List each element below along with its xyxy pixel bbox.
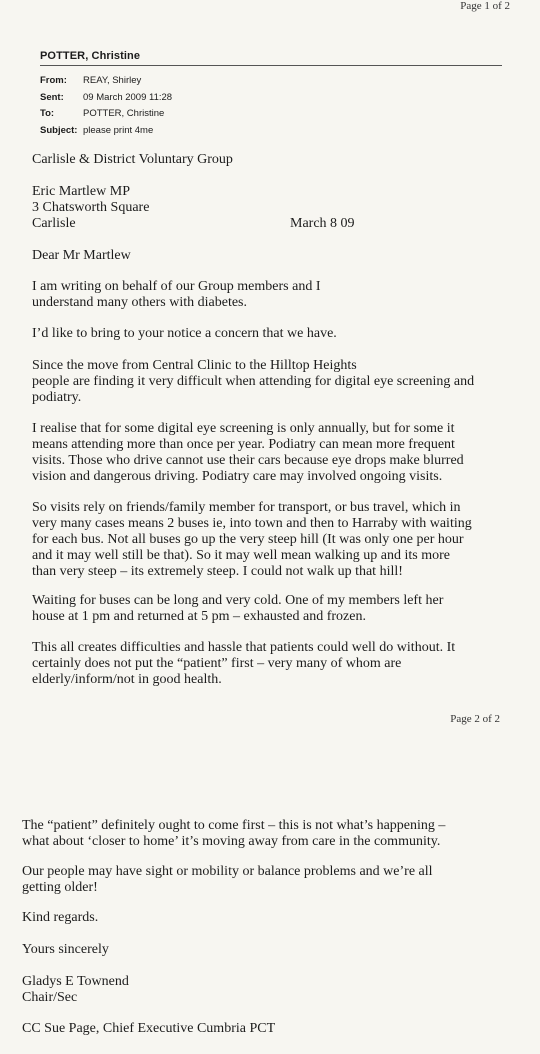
paragraph-3 (32, 358, 512, 406)
paragraph-line: understand many others with diabetes. (32, 295, 248, 310)
paragraph-1 (32, 279, 512, 311)
signature-block (22, 974, 522, 1006)
email-meta (40, 73, 502, 139)
paragraph-line: certainly does not put the “patient” first – very many of whom are (32, 656, 402, 671)
from-value: REAY, Shirley (83, 75, 142, 86)
paragraph-line: getting older! (22, 880, 98, 895)
paragraph-line: The “patient” definitely ought to come first – this is not what’s happening – (22, 818, 446, 833)
city-date-line (32, 216, 512, 232)
paragraph-5 (32, 500, 512, 580)
paragraph-line: visits. Those who drive cannot use their cars because eye drops make blurred (32, 453, 464, 468)
paragraph-line: I realise that for some digital eye screening is only annually, but for some it (32, 421, 455, 436)
from-label: From: (40, 75, 67, 86)
paragraph-line: what about ‘closer to home’ it’s moving away from care in the community. (22, 834, 441, 849)
paragraph-line: vision and dangerous driving. Podiatry care may involved ongoing visits. (32, 469, 443, 484)
paragraph-line: and it may well still be that). So it may well mean walking up and its more (32, 548, 450, 563)
subject-label: Subject: (40, 124, 78, 136)
paragraph-line: for each bus. Not all buses go up the very steep hill (It was only one per hour (32, 532, 464, 547)
paragraph-line: elderly/inform/not in good health. (32, 672, 222, 687)
to-value: POTTER, Christine (83, 108, 165, 119)
page-number: Page 1 of 2 (460, 0, 510, 12)
sent-row (40, 90, 502, 107)
to-label: To: (40, 108, 55, 119)
signer-title: Chair/Sec (22, 990, 78, 1005)
subject-row (40, 123, 502, 140)
paragraph-line: people are finding it very difficult when attending for digital eye screening and (32, 374, 475, 389)
carbon-copy: CC Sue Page, Chief Executive Cumbria PCT (22, 1021, 276, 1036)
letter-date: March 8 09 (290, 216, 355, 231)
paragraph-line: Waiting for buses can be long and very cold. One of my members left her (32, 593, 444, 608)
sent-label: Sent: (40, 91, 64, 103)
recipient-name: Eric Martlew MP (32, 184, 130, 199)
email-header (40, 50, 502, 139)
paragraph-4 (32, 421, 512, 485)
signer-name: Gladys E Townend (22, 974, 129, 989)
paragraph-line: very many cases means 2 buses ie, into town and then to Harraby with waiting (32, 516, 472, 531)
paragraph-line: Since the move from Central Clinic to the Hilltop Heights (32, 358, 357, 373)
salutation: Dear Mr Martlew (32, 248, 131, 263)
paragraph-6 (32, 593, 512, 625)
paragraph-line: house at 1 pm and returned at 5 pm – exhausted and frozen. (32, 609, 366, 624)
recipient-address (32, 184, 512, 232)
paragraph-2: I’d like to bring to your notice a concern that we have. (32, 326, 337, 341)
paragraph-line: This all creates difficulties and hassle that patients could well do without. It (32, 640, 456, 655)
from-row (40, 73, 502, 90)
sender-organisation: Carlisle & District Voluntary Group (32, 152, 233, 167)
page-number: Page 2 of 2 (450, 713, 500, 725)
mailbox-owner-name: POTTER, Christine (40, 50, 502, 66)
paragraph-7 (32, 640, 512, 688)
regards: Kind regards. (22, 910, 99, 925)
paragraph-line: I am writing on behalf of our Group members and I (32, 279, 321, 294)
sent-value: 09 March 2009 11:28 (83, 91, 173, 103)
paragraph-line: So visits rely on friends/family member for transport, or bus travel, which in (32, 500, 461, 515)
paragraph-line: Our people may have sight or mobility or balance problems and we’re all (22, 864, 433, 879)
paragraph-line: means attending more than once per year. Podiatry can mean more frequent (32, 437, 455, 452)
paragraph-8 (22, 818, 522, 850)
paragraph-line: than very steep – its extremely steep. I could not walk up that hill! (32, 564, 403, 579)
closing: Yours sincerely (22, 942, 109, 957)
paragraph-9 (22, 864, 522, 896)
recipient-street: 3 Chatsworth Square (32, 200, 150, 215)
subject-value: please print 4me (83, 124, 154, 136)
recipient-city: Carlisle (32, 216, 76, 231)
to-row (40, 106, 502, 123)
paragraph-line: podiatry. (32, 390, 82, 405)
